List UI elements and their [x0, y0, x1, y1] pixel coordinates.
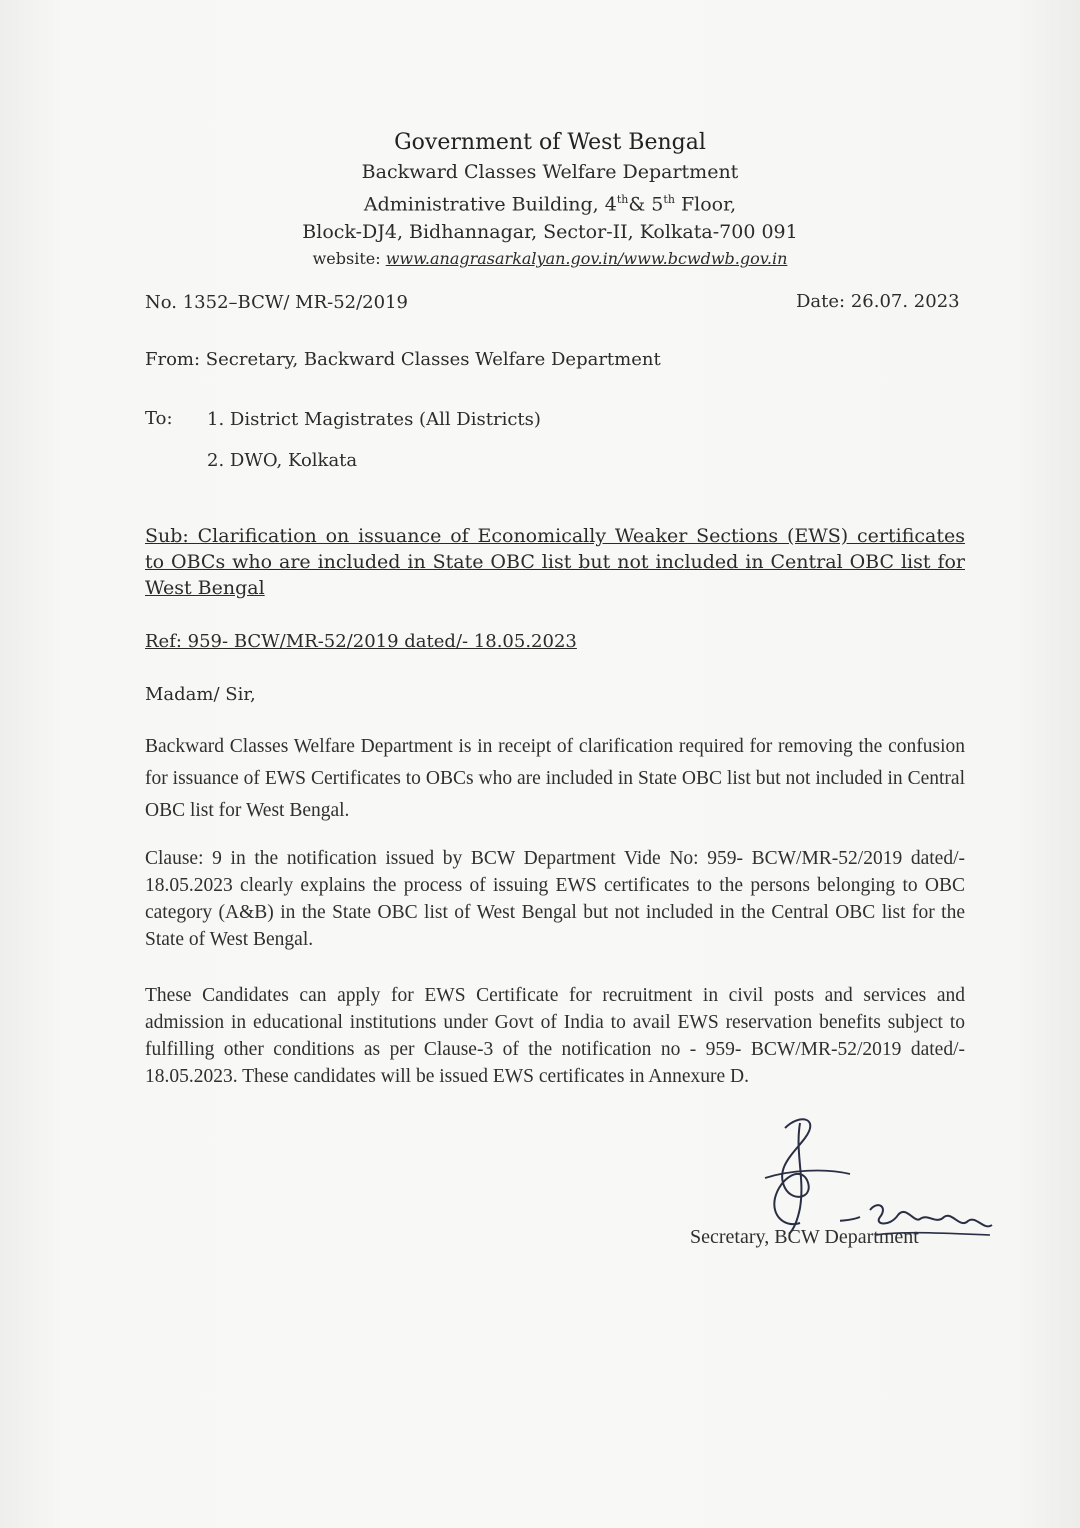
memo-date: Date: 26.07. 2023: [796, 291, 960, 312]
recipient-2: 2. DWO, Kolkata: [207, 450, 358, 471]
handwritten-date: [840, 1195, 1000, 1255]
government-title: Government of West Bengal: [394, 130, 706, 155]
recipient-1: 1. District Magistrates (All Districts): [207, 409, 541, 430]
letterhead: [0, 128, 1080, 272]
address-building: Administrative Building, 4th& 5th Floor,: [363, 193, 737, 216]
department-name: Backward Classes Welfare Department: [361, 161, 739, 183]
signatory-title: Secretary, BCW Department: [690, 1226, 919, 1248]
paragraph-1: Backward Classes Welfare Department is in receipt of clarification required for removing the confusion for issuance of EWS Certificates to OBCs who are included in State OBC list but not included in Central OBC list for West Bengal.: [145, 736, 965, 821]
website-line: website: www.anagrasarkalyan.gov.in/www.bcwdwb.gov.in: [312, 249, 788, 269]
memo-number: No. 1352–BCW/ MR-52/2019: [145, 292, 408, 313]
salutation: Madam/ Sir,: [145, 684, 256, 705]
from-line: From: Secretary, Backward Classes Welfare Department: [145, 349, 661, 370]
paragraph-2: Clause: 9 in the notification issued by BCW Department Vide No: 959- BCW/MR-52/2019 dated/- 18.05.2023 clearly explains the process of issuing EWS certificates to the persons belonging to OBC category (A&B) in the State OBC list of West Bengal but not included in the Central OBC list for the State of West Bengal.: [145, 848, 965, 950]
address-block: Block-DJ4, Bidhannagar, Sector-II, Kolkata-700 091: [302, 221, 798, 244]
paragraph-3: These Candidates can apply for EWS Certificate for recruitment in civil posts and services and admission in educational institutions under Govt of India to avail EWS reservation benefits subject to fulfilling other conditions as per Clause-3 of the notification no - 959- BCW/MR-52/2019 dated/- 18.05.2023. These candidates will be issued EWS certificates in Annexure D.: [145, 985, 965, 1087]
subject-line: Sub: Clarification on issuance of Economically Weaker Sections (EWS) certificates to OBCs who are included in State OBC list but not included in Central OBC list for West Bengal: [145, 525, 965, 599]
website-link[interactable]: www.anagrasarkalyan.gov.in/www.bcwdwb.gov.in: [385, 249, 788, 269]
reference-line: Ref: 959- BCW/MR-52/2019 dated/- 18.05.2023: [145, 631, 577, 652]
to-label: To:: [145, 408, 173, 429]
